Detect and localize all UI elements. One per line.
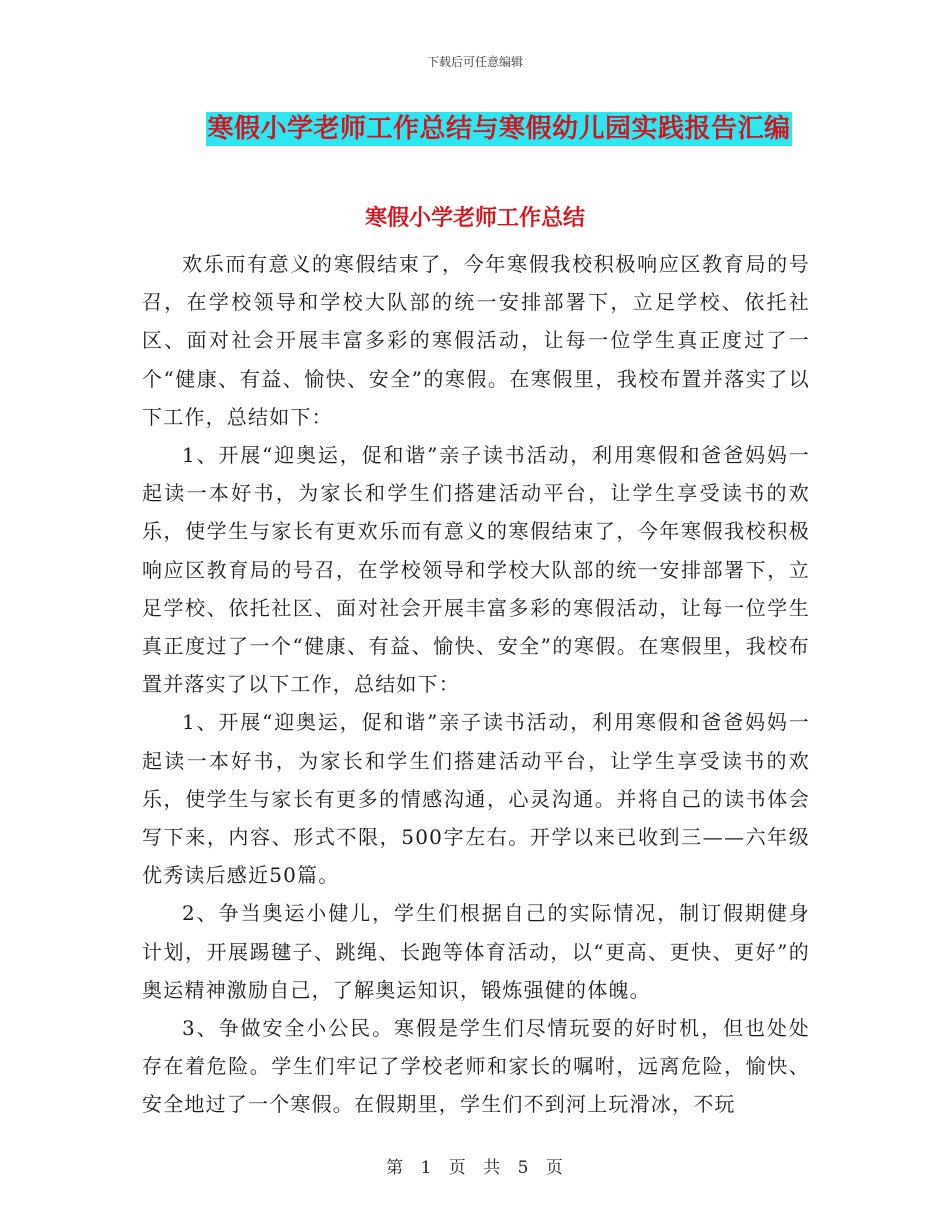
main-title: 寒假小学老师工作总结与寒假幼儿园实践报告汇编 bbox=[207, 114, 791, 144]
footer-page-label: 第 bbox=[386, 1158, 405, 1178]
paragraph-intro: 欢乐而有意义的寒假结束了，今年寒假我校积极响应区教育局的号召，在学校领导和学校大队部的统一安排部署下，立足学校、依托社区、面对社会开展丰富多彩的寒假活动，让每一位学生真正度过了一个“健康、有益、愉快、安全”的寒假。在寒假里，我校布置并落实了以下工作，总结如下： bbox=[142, 252, 810, 429]
main-title-container bbox=[0, 112, 950, 146]
footer-page-current: 1 bbox=[420, 1158, 433, 1178]
section-title: 寒假小学老师工作总结 bbox=[364, 205, 585, 231]
footer-total-label: 共 bbox=[483, 1158, 502, 1178]
page-footer bbox=[0, 1153, 950, 1178]
paragraph-item-1: 1、开展“迎奥运，促和谐”亲子读书活动，利用寒假和爸爸妈妈一起读一本好书，为家长和学生们搭建活动平台，让学生享受读书的欢乐，使学生与家长有更欢乐而有意义的寒假结束了，今年寒假我校积极响应区教育局的号召，在学校领导和学校大队部的统一安排部署下，立足学校、依托社区、面对社会开展丰富多彩的寒假活动，让每一位学生真正度过了一个“健康、有益、愉快、安全”的寒假。在寒假里，我校布置并落实了以下工作，总结如下： bbox=[142, 443, 810, 697]
footer-page-total: 5 bbox=[517, 1158, 530, 1178]
paragraph-item-1-repeat: 1、开展“迎奥运，促和谐”亲子读书活动，利用寒假和爸爸妈妈一起读一本好书，为家长和学生们搭建活动平台，让学生享受读书的欢乐，使学生与家长有更多的情感沟通，心灵沟通。并将自己的读书体会写下来，内容、形式不限，500字左右。开学以来已收到三——六年级优秀读后感近50篇。 bbox=[142, 710, 810, 888]
paragraph-item-3: 3、争做安全小公民。寒假是学生们尽情玩耍的好时机，但也处处存在着危险。学生们牢记了学校老师和家长的嘱咐，远离危险，愉快、安全地过了一个寒假。在假期里，学生们不到河上玩滑冰，不玩 bbox=[142, 1016, 810, 1117]
paragraph-item-2: 2、争当奥运小健儿，学生们根据自己的实际情况，制订假期健身计划，开展踢毽子、跳绳、长跑等体育活动，以“更高、更快、更好”的奥运精神激励自己，了解奥运知识，锻炼强健的体魄。 bbox=[142, 901, 810, 1002]
header-note: 下载后可任意编辑 bbox=[426, 55, 523, 69]
footer-page-unit: 页 bbox=[448, 1158, 467, 1178]
footer-total-unit: 页 bbox=[545, 1158, 564, 1178]
document-body bbox=[142, 245, 810, 1124]
